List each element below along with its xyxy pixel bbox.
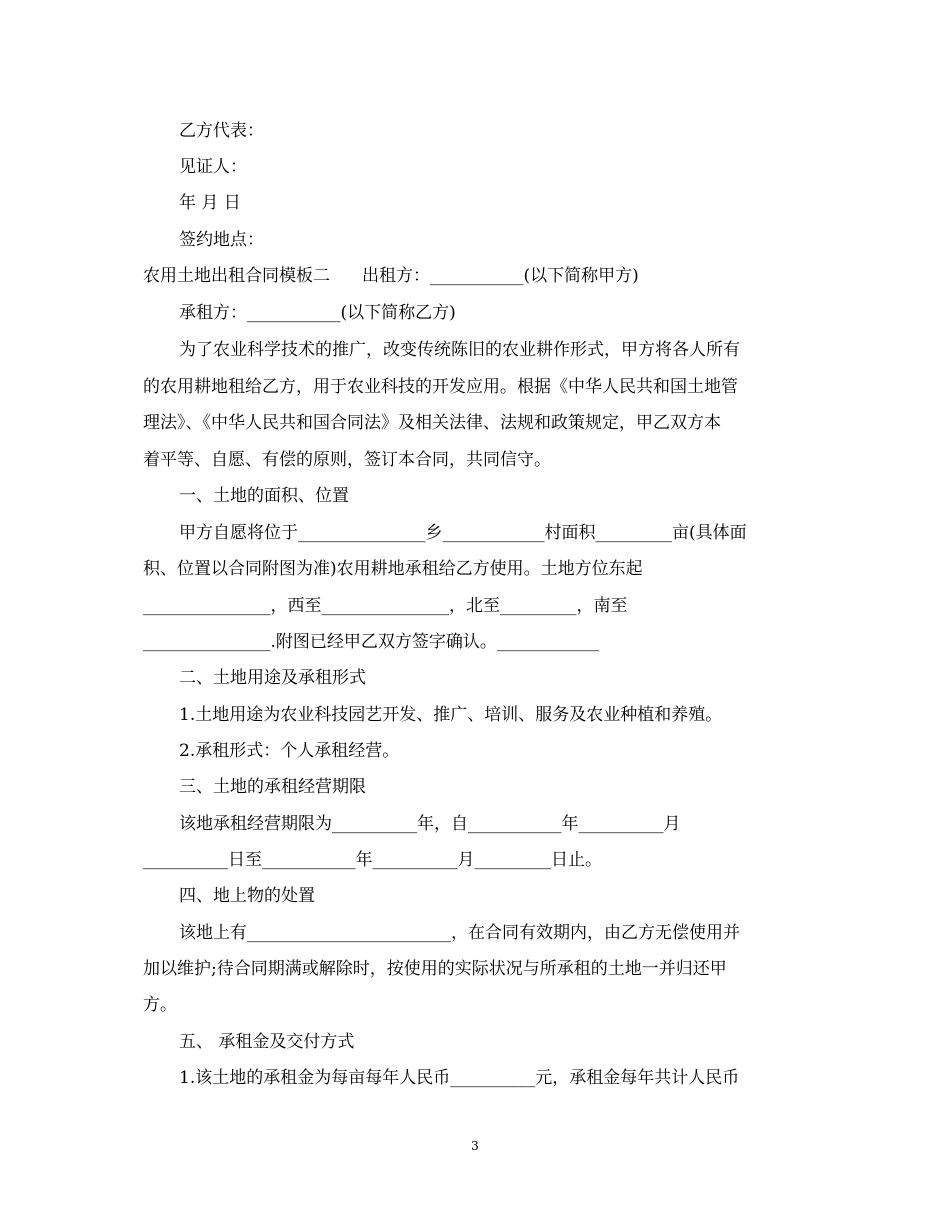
- section-3-heading: 三、土地的承租经营期限: [179, 777, 366, 797]
- lease-term-line-2: __________日至___________年__________月_________日止。: [143, 850, 602, 870]
- page-number: 3: [471, 1139, 479, 1153]
- section-2-heading: 二、土地用途及承租形式: [179, 668, 366, 688]
- preamble-line-1: 为了农业科学技术的推广，改变传统陈旧的农业耕作形式，甲方将各人所有: [179, 340, 740, 360]
- land-boundary-line-1: _______________，西至_______________，北至_________，南至: [143, 596, 628, 616]
- lessor-heading-line: [143, 265, 810, 287]
- signing-location-line: 签约地点：: [179, 230, 264, 250]
- lessee-line: 承租方：___________(以下简称乙方): [179, 303, 456, 323]
- preamble-line-3: 理法》、《中华人民共和国合同法》及相关法律、法规和政策规定，甲乙双方本: [143, 413, 721, 433]
- party-b-representative-line: 乙方代表：: [179, 121, 264, 141]
- lease-term-line-1: 该地承租经营期限为__________年，自___________年__________月: [179, 814, 681, 834]
- date-line: 年 月 日: [179, 193, 241, 213]
- lessor-line: 出租方：___________(以下简称甲方): [362, 266, 639, 286]
- contract-template-title: 农用土地出租合同模板二: [143, 266, 330, 286]
- preamble-line-4: 着平等、自愿、有偿的原则，签订本合同，共同信守。: [143, 450, 551, 470]
- land-area-line-2: 积、位置以合同附图为准)农用耕地承租给乙方使用。土地方位东起: [143, 559, 643, 579]
- witness-line: 见证人：: [179, 157, 247, 177]
- property-line-2: 加以维护;待合同期满或解除时，按使用的实际状况与所承租的土地一并归还甲: [143, 959, 727, 979]
- preamble-line-2: 的农用耕地租给乙方，用于农业科技的开发应用。根据《中华人民共和国土地管: [143, 377, 738, 397]
- property-line-1: 该地上有________________________，在合同有效期内，由乙方无偿使用并: [179, 923, 740, 943]
- section-5-heading: 五、 承租金及交付方式: [179, 1032, 355, 1052]
- land-use-item: 1.土地用途为农业科技园艺开发、推广、培训、服务及农业种植和养殖。: [179, 705, 723, 725]
- land-boundary-line-2: _______________.附图已经甲乙双方签字确认。____________: [143, 632, 599, 652]
- section-1-heading: 一、土地的面积、位置: [179, 486, 349, 506]
- section-4-heading: 四、地上物的处置: [179, 886, 315, 906]
- property-line-3: 方。: [143, 995, 177, 1015]
- rent-line-1: 1.该土地的承租金为每亩每年人民币__________元，承租金每年共计人民币: [179, 1068, 740, 1088]
- land-area-line-1: 甲方自愿将位于_______________乡____________村面积_________亩(具体面: [179, 523, 747, 543]
- lease-form-item: 2.承租形式：个人承租经营。: [179, 741, 400, 761]
